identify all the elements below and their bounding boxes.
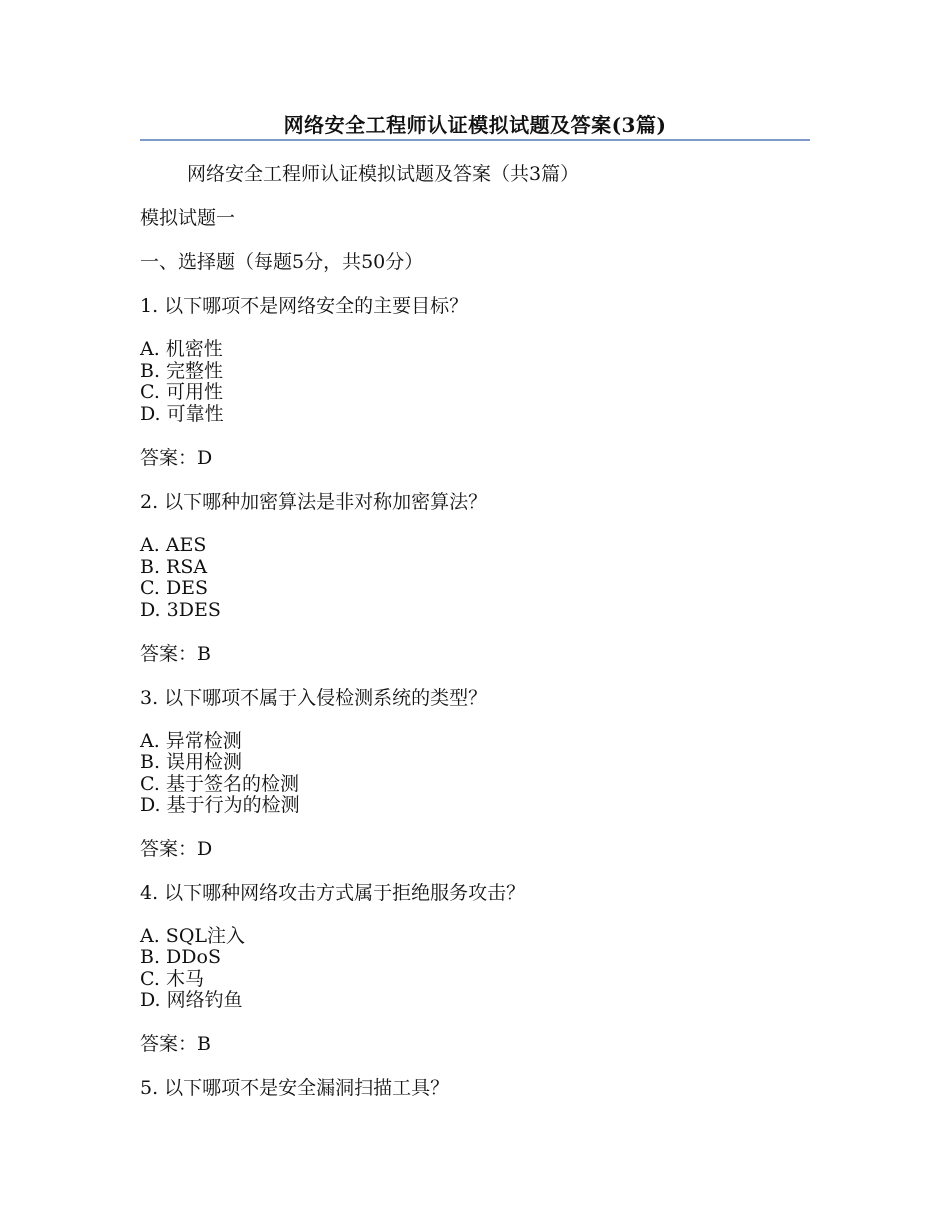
option-b: B. DDoS xyxy=(140,946,221,968)
option-d: D. 3DES xyxy=(140,599,221,621)
option-a: A. 机密性 xyxy=(140,338,223,360)
answer: 答案：B xyxy=(140,1033,211,1055)
header-title: 网络安全工程师认证模拟试题及答案(3篇) xyxy=(283,113,667,137)
option-d: D. 网络钓鱼 xyxy=(140,989,243,1011)
option-a: A. SQL注入 xyxy=(140,925,246,947)
header-divider xyxy=(140,139,810,141)
question-text: 1. 以下哪项不是网络安全的主要目标？ xyxy=(140,295,469,317)
option-a: A. AES xyxy=(140,534,207,556)
question-text: 3. 以下哪项不属于入侵检测系统的类型？ xyxy=(140,687,488,709)
option-a: A. 异常检测 xyxy=(140,730,242,752)
answer: 答案：D xyxy=(140,447,213,469)
question-text: 4. 以下哪种网络攻击方式属于拒绝服务攻击？ xyxy=(140,882,526,904)
option-b: B. 完整性 xyxy=(140,360,224,382)
document-subtitle: 网络安全工程师认证模拟试题及答案（共3篇） xyxy=(187,163,580,185)
question-text: 5. 以下哪项不是安全漏洞扫描工具？ xyxy=(140,1077,450,1099)
section-title: 模拟试题一 xyxy=(140,207,236,229)
option-b: B. 误用检测 xyxy=(140,751,243,773)
question-text: 2. 以下哪种加密算法是非对称加密算法？ xyxy=(140,491,488,513)
option-c: C. 可用性 xyxy=(140,381,223,403)
part-title: 一、选择题（每题5分，共50分） xyxy=(140,251,424,273)
answer: 答案：D xyxy=(140,838,213,860)
option-c: C. DES xyxy=(140,577,209,599)
option-d: D. 可靠性 xyxy=(140,403,224,425)
option-b: B. RSA xyxy=(140,556,208,578)
option-c: C. 木马 xyxy=(140,968,204,990)
option-d: D. 基于行为的检测 xyxy=(140,794,300,816)
option-c: C. 基于签名的检测 xyxy=(140,773,299,795)
answer: 答案：B xyxy=(140,643,211,665)
